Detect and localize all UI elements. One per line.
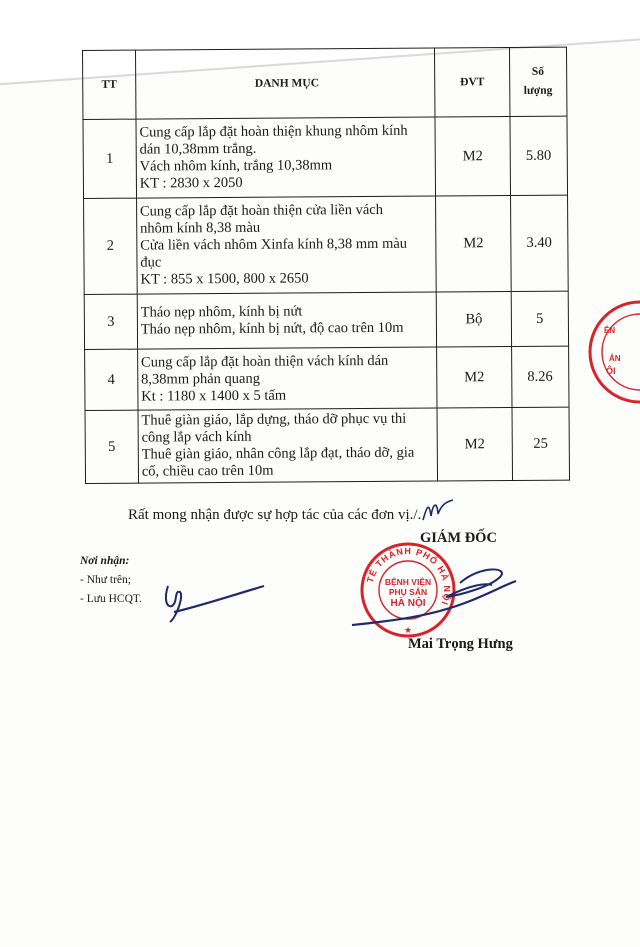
stamp-line-2: PHỤ SẢN	[388, 587, 428, 597]
description-line: Kt : 1180 x 1400 x 5 tấm	[141, 387, 287, 405]
row-quantity: 25	[512, 407, 570, 480]
table-header-row	[83, 47, 567, 119]
director-title: GIÁM ĐỐC	[420, 530, 497, 546]
svg-text:ẢN: ẢN	[609, 354, 621, 363]
stamp-ring-text: TỀ THÀNH PHỐ HÀ NỘI	[364, 545, 453, 607]
recipients-title: Nơi nhận:	[80, 555, 130, 567]
description-line: Cung cấp lắp đặt hoàn thiện cửa liền vách	[139, 201, 384, 220]
svg-text:ỘI: ỘI	[606, 366, 616, 376]
recipient-item: - Lưu HCQT.	[80, 593, 142, 605]
row-quantity: 8.26	[511, 346, 569, 407]
description-line: dán 10,38mm trắng.	[139, 140, 257, 158]
row-unit: M2	[436, 196, 511, 293]
row-unit: M2	[435, 117, 510, 197]
row-unit: Bộ	[437, 292, 512, 348]
header-qty-line2: lượng	[523, 84, 553, 97]
row-number: 4	[85, 349, 138, 410]
closing-sentence: Rất mong nhận được sự hợp tác của các đơn vị./.	[128, 507, 422, 523]
description-line: công lắp vách kính	[141, 428, 252, 446]
description-line: Cung cấp lắp đặt hoàn thiện vách kính dán	[140, 352, 389, 371]
row-unit: M2	[437, 347, 512, 409]
header-name: DANH MỤC	[135, 48, 435, 119]
description-line: Cung cấp lắp đặt hoàn thiện khung nhôm kính	[139, 122, 408, 141]
table-row	[84, 195, 569, 294]
description-line: KT : 2830 x 2050	[139, 174, 243, 192]
description-line: Thuê giàn giáo, nhân công lắp đạt, tháo dỡ, gia	[141, 444, 415, 463]
items-table	[82, 47, 570, 484]
recipient-item: - Như trên;	[80, 574, 131, 586]
svg-text:ỆN: ỆN	[604, 326, 616, 335]
row-number: 2	[84, 198, 138, 294]
description-line: 8,38mm phản quang	[141, 370, 261, 388]
description-line: Vách nhôm kính, trắng 10,38mm	[139, 157, 333, 175]
row-quantity: 5.80	[510, 116, 568, 195]
row-unit: M2	[437, 408, 512, 482]
description-line: KT : 855 x 1500, 800 x 2650	[140, 270, 309, 288]
row-description	[138, 408, 438, 483]
description-line: cố, chiều cao trên 10m	[141, 462, 274, 480]
description-line: Thuê giàn giáo, lắp dựng, tháo dỡ phục vụ thi	[141, 410, 407, 429]
description-line: Tháo nẹp nhôm, kính bị nứt, độ cao trên 10m	[140, 319, 404, 338]
director-name: Mai Trọng Hưng	[408, 636, 513, 652]
recipient-signature	[160, 578, 270, 628]
header-tt: TT	[83, 50, 136, 119]
table-row	[83, 116, 568, 198]
table-row	[85, 346, 569, 410]
row-description	[137, 347, 437, 410]
stamp-line-1: BỆNH VIỆN	[384, 577, 432, 587]
edge-stamp	[582, 295, 640, 410]
row-number: 5	[85, 410, 138, 483]
stamp-line-3: HÀ NỘI	[390, 598, 426, 609]
director-signature	[350, 555, 520, 635]
closing-initial-mark	[419, 496, 459, 526]
row-description	[136, 196, 436, 294]
row-quantity: 3.40	[510, 195, 568, 291]
row-number: 3	[84, 294, 137, 349]
description-line: Cửa liền vách nhôm Xinfa kính 8,38 mm màu	[140, 235, 408, 254]
table-row	[84, 291, 568, 349]
header-qty	[509, 47, 567, 116]
recipients-block	[80, 552, 142, 609]
row-quantity: 5	[511, 291, 569, 346]
row-number: 1	[83, 119, 136, 198]
description-line: đục	[140, 254, 162, 271]
header-qty-line1: Số	[531, 65, 545, 78]
row-description	[136, 117, 436, 198]
stamp-star-icon: ★	[403, 625, 413, 635]
description-line: nhôm kính 8,38 màu	[140, 219, 261, 237]
header-dvt: ĐVT	[435, 48, 510, 118]
row-description	[137, 292, 437, 349]
description-line: Tháo nẹp nhôm, kính bị nứt	[140, 303, 303, 321]
table-row	[85, 407, 569, 483]
